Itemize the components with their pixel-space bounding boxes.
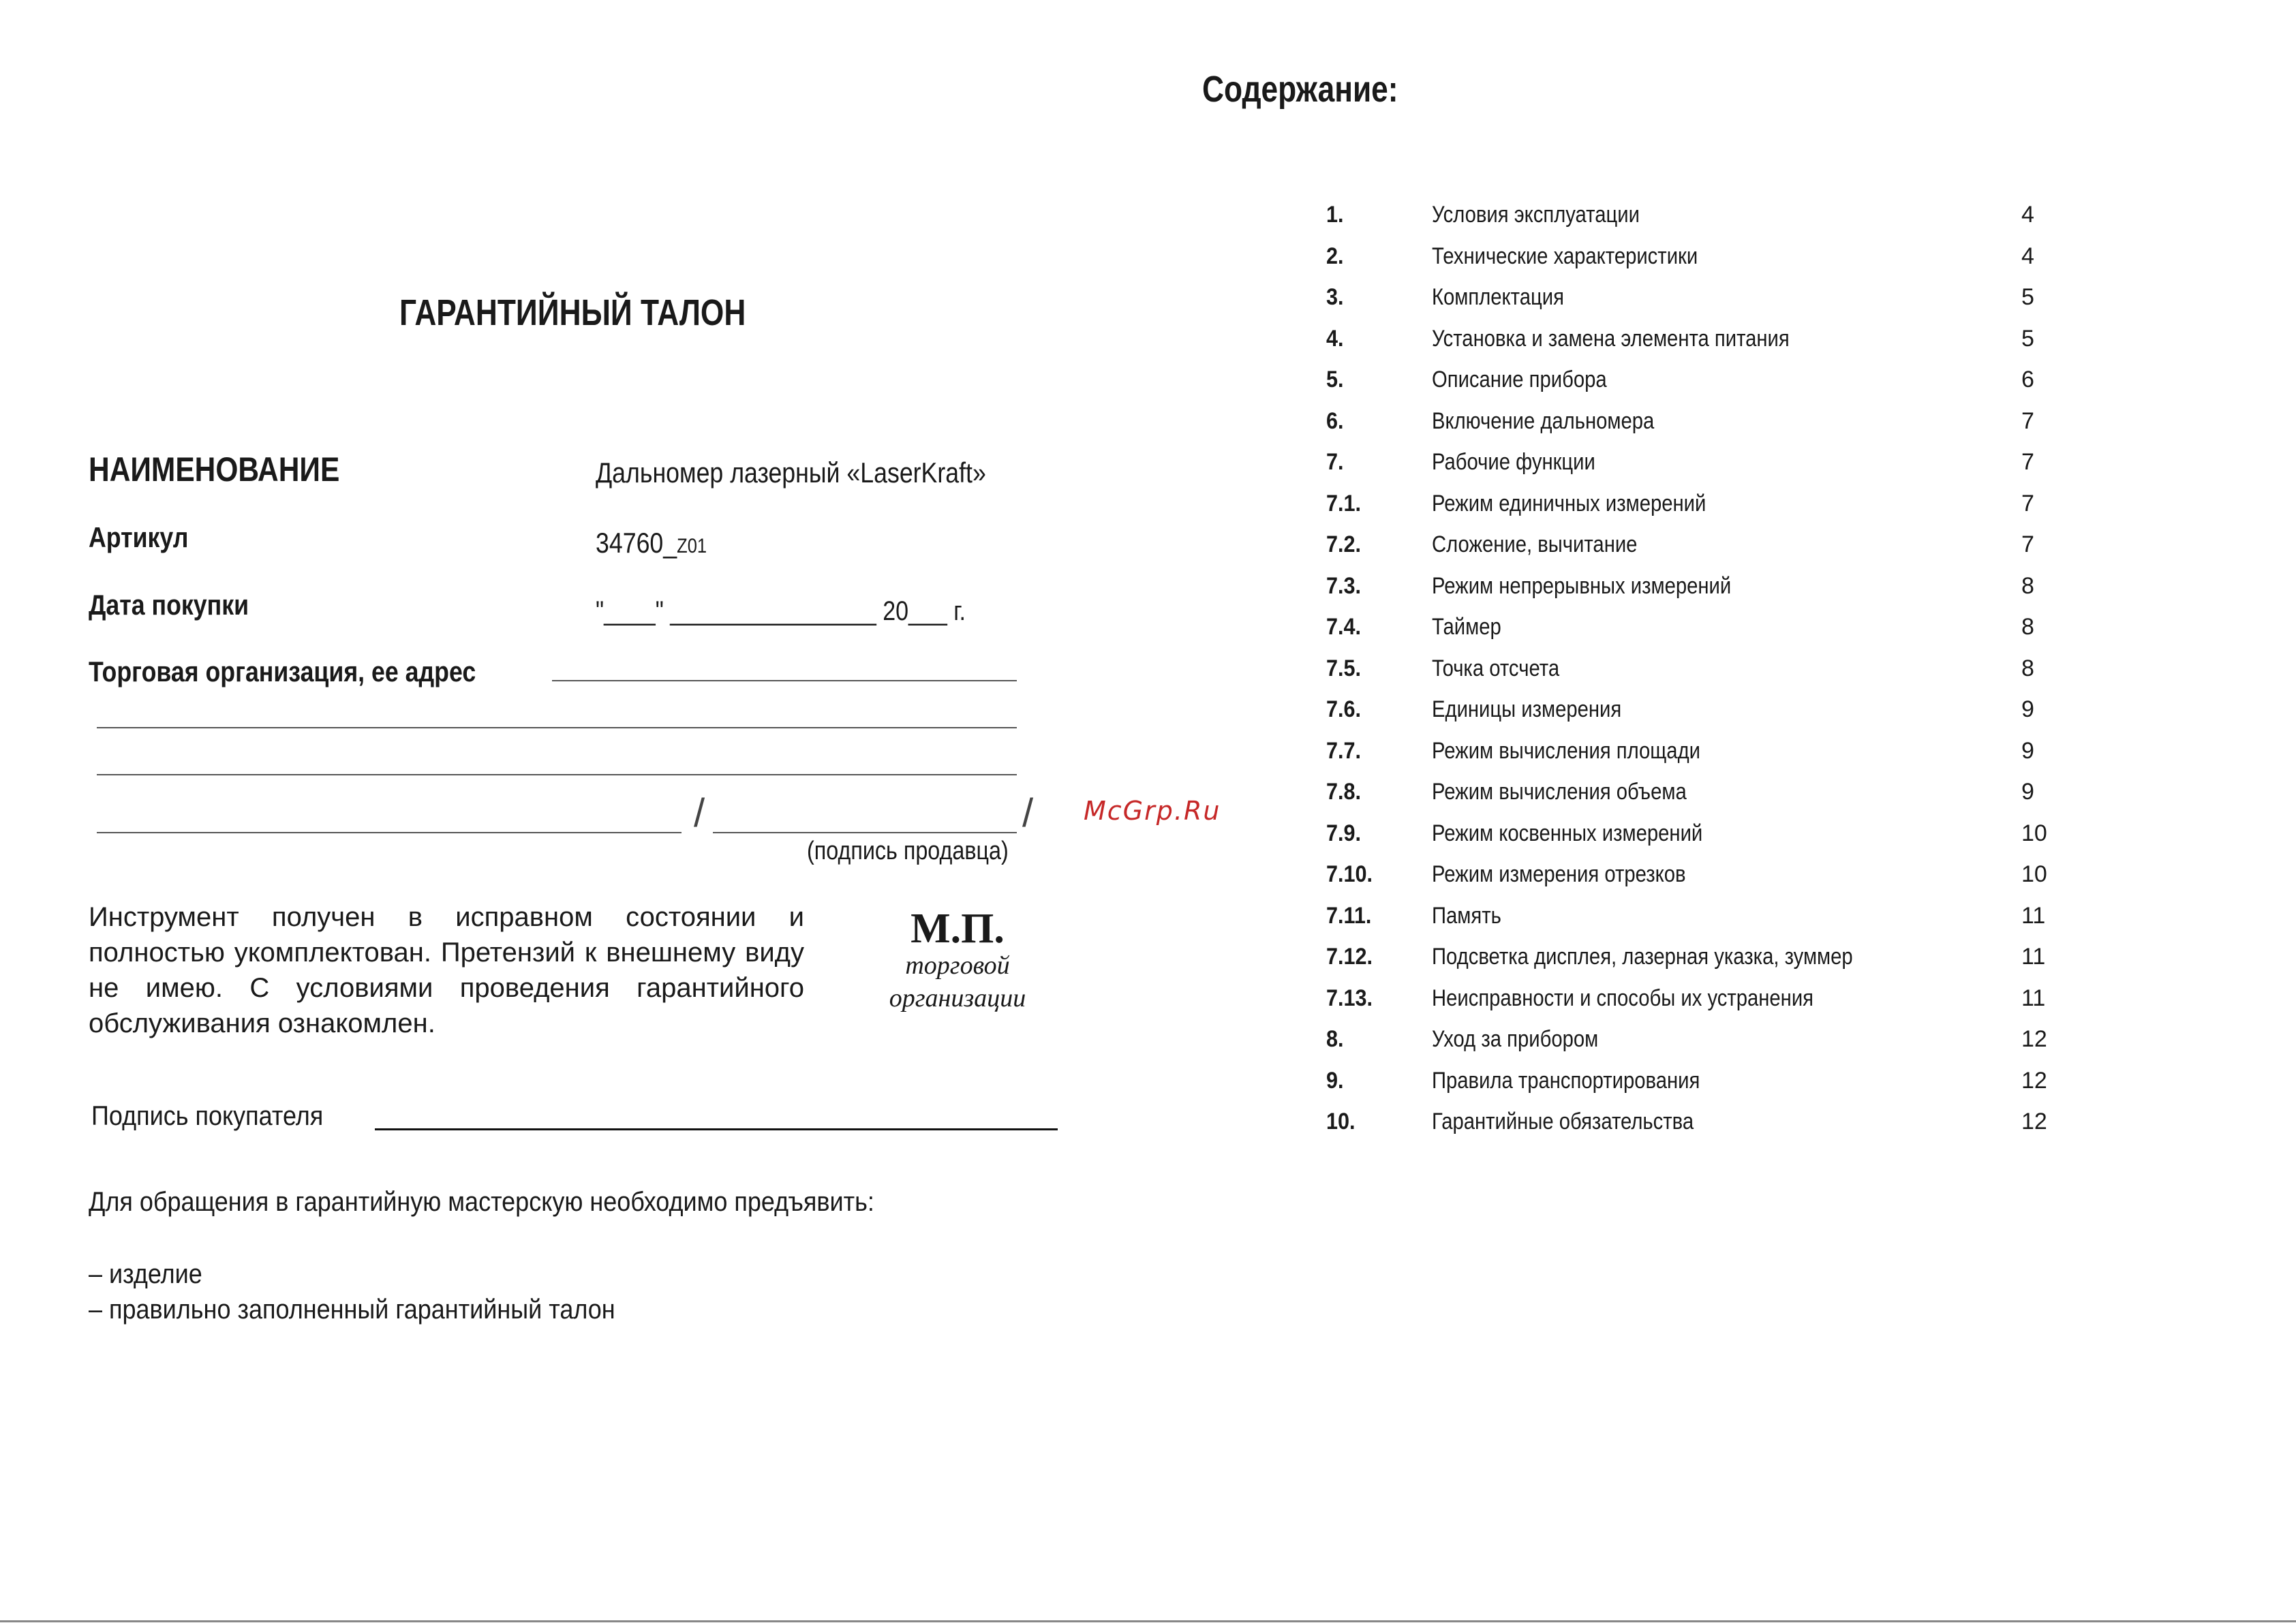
toc-item-page: 8 xyxy=(2021,655,2034,681)
slash-divider: / xyxy=(1022,791,1034,835)
warranty-title: ГАРАНТИЙНЫЙ ТАЛОН xyxy=(399,292,746,333)
toc-item-title: Описание прибора xyxy=(1432,367,1607,392)
toc-item[interactable] xyxy=(1326,573,2062,615)
toc-item-number: 7.1. xyxy=(1326,490,1362,516)
toc-item[interactable] xyxy=(1326,1026,2062,1068)
toc-item[interactable] xyxy=(1326,820,2062,862)
requirement-item: – изделие xyxy=(89,1259,202,1289)
toc-item-title: Режим вычисления объема xyxy=(1432,779,1687,805)
toc-item-page: 9 xyxy=(2021,779,2034,805)
article-label: Артикул xyxy=(89,521,189,553)
toc-item-page: 10 xyxy=(2021,820,2047,846)
toc-item-number: 2. xyxy=(1326,243,1344,269)
toc-item-number: 7.13. xyxy=(1326,985,1373,1011)
toc-item-number: 7.5. xyxy=(1326,655,1362,681)
toc-item[interactable] xyxy=(1326,779,2062,820)
toc-item-number: 10. xyxy=(1326,1109,1356,1134)
seller-signature-line[interactable] xyxy=(713,832,1017,833)
toc-item[interactable] xyxy=(1326,738,2062,779)
toc-list xyxy=(1326,202,2062,1150)
toc-item-title: Режим непрерывных измерений xyxy=(1432,572,1732,599)
toc-item-page: 5 xyxy=(2021,284,2034,310)
toc-item-title: Технические характеристики xyxy=(1432,243,1698,269)
toc-item-number: 7.6. xyxy=(1326,696,1362,722)
toc-item[interactable] xyxy=(1326,408,2062,450)
toc-item-title: Установка и замена элемента питания xyxy=(1432,325,1790,352)
toc-item-number: 3. xyxy=(1326,284,1344,310)
toc-item-title: Включение дальномера xyxy=(1432,407,1655,434)
toc-item-page: 4 xyxy=(2021,243,2034,269)
toc-item-number: 6. xyxy=(1326,407,1344,434)
toc-item[interactable] xyxy=(1326,202,2062,243)
toc-item-title: Таймер xyxy=(1432,614,1501,640)
toc-item-page: 7 xyxy=(2021,490,2034,516)
stamp-caption-line2: организации xyxy=(889,984,1026,1013)
requirement-item: – правильно заполненный гарантийный талон xyxy=(89,1295,615,1325)
toc-item-page: 11 xyxy=(2021,985,2046,1011)
toc-item[interactable] xyxy=(1326,1068,2062,1109)
toc-item[interactable] xyxy=(1326,326,2062,367)
toc-item-title: Память xyxy=(1432,902,1501,929)
watermark: McGrp.Ru xyxy=(1084,796,1221,826)
receipt-statement: Инструмент получен в исправном состоянии и полностью укомплектован. Претензий к внешнему виду не имею. С условиями проведения гарантийного обслуживания ознакомлен. xyxy=(89,902,804,1038)
toc-item-page: 7 xyxy=(2021,407,2034,434)
toc-item-page: 7 xyxy=(2021,531,2034,557)
toc-item-page: 8 xyxy=(2021,572,2034,599)
toc-item[interactable] xyxy=(1326,861,2062,903)
toc-item-number: 7.2. xyxy=(1326,531,1362,557)
toc-item-number: 7.3. xyxy=(1326,572,1362,599)
slash-divider: / xyxy=(694,791,705,835)
toc-item-page: 8 xyxy=(2021,614,2034,640)
toc-item-title: Рабочие функции xyxy=(1432,449,1595,475)
stamp-mp: М.П. xyxy=(910,906,1005,952)
seller-name-line[interactable] xyxy=(97,832,682,833)
toc-item-page: 11 xyxy=(2021,902,2046,929)
toc-item[interactable] xyxy=(1326,985,2062,1027)
service-note: Для обращения в гарантийную мастерскую необходимо предъявить: xyxy=(89,1187,874,1217)
toc-item-page: 12 xyxy=(2021,1109,2047,1134)
toc-item-number: 1. xyxy=(1326,202,1344,228)
article-suffix: Z01 xyxy=(677,535,707,557)
toc-item-number: 7.4. xyxy=(1326,614,1362,640)
toc-item-page: 5 xyxy=(2021,325,2034,352)
toc-item-number: 7. xyxy=(1326,449,1344,475)
purchase-date-field[interactable]: "____" ________________ 20___ г. xyxy=(596,596,966,626)
stamp-caption-line1: торговой xyxy=(905,951,1010,980)
toc-item-number: 9. xyxy=(1326,1067,1344,1094)
page-bottom-rule xyxy=(0,1620,2296,1622)
toc-item-page: 11 xyxy=(2021,944,2046,970)
toc-item-number: 7.10. xyxy=(1326,861,1373,887)
toc-item-title: Сложение, вычитание xyxy=(1432,531,1638,557)
toc-item-page: 6 xyxy=(2021,367,2034,392)
toc-item-title: Условия эксплуатации xyxy=(1432,202,1640,228)
toc-item[interactable] xyxy=(1326,449,2062,491)
toc-item-title: Режим вычисления площади xyxy=(1432,737,1700,764)
toc-item-page: 10 xyxy=(2021,861,2047,887)
toc-item[interactable] xyxy=(1326,1109,2062,1150)
name-value: Дальномер лазерный «LaserKraft» xyxy=(596,457,986,489)
toc-item-number: 7.7. xyxy=(1326,737,1362,764)
article-number: 34760_ xyxy=(596,527,677,559)
toc-item-page: 12 xyxy=(2021,1067,2047,1094)
toc-title: Содержание: xyxy=(1202,69,1398,110)
toc-item-number: 7.12. xyxy=(1326,944,1373,970)
toc-item-number: 8. xyxy=(1326,1026,1344,1052)
toc-item-number: 7.8. xyxy=(1326,779,1362,805)
toc-item-title: Правила транспортирования xyxy=(1432,1067,1700,1094)
toc-item[interactable] xyxy=(1326,367,2062,408)
toc-item-title: Режим измерения отрезков xyxy=(1432,861,1686,887)
toc-item[interactable] xyxy=(1326,696,2062,738)
toc-item-title: Гарантийные обязательства xyxy=(1432,1109,1694,1134)
buyer-signature-line[interactable] xyxy=(375,1128,1058,1130)
toc-item-number: 7.11. xyxy=(1326,902,1372,929)
toc-item[interactable] xyxy=(1326,903,2062,944)
org-address-line[interactable] xyxy=(97,727,1017,728)
toc-item[interactable] xyxy=(1326,531,2062,573)
seller-signature-caption: (подпись продавца) xyxy=(807,837,1009,865)
toc-item-title: Подсветка дисплея, лазерная указка, зуммер xyxy=(1432,944,1853,970)
toc-item-number: 7.9. xyxy=(1326,820,1362,846)
toc-item-page: 12 xyxy=(2021,1026,2047,1052)
date-label: Дата покупки xyxy=(89,589,249,621)
toc-item-title: Точка отсчета xyxy=(1432,655,1560,681)
org-label: Торговая организация, ее адрес xyxy=(89,655,476,687)
toc-item-title: Уход за прибором xyxy=(1432,1026,1599,1052)
org-address-line[interactable] xyxy=(97,774,1017,775)
buyer-signature-label: Подпись покупателя xyxy=(91,1101,324,1131)
toc-item-page: 9 xyxy=(2021,737,2034,764)
toc-item-title: Режим косвенных измерений xyxy=(1432,820,1703,846)
toc-item-number: 5. xyxy=(1326,367,1344,392)
toc-item-title: Неисправности и способы их устранения xyxy=(1432,985,1814,1011)
toc-item-page: 7 xyxy=(2021,449,2034,475)
toc-item[interactable] xyxy=(1326,614,2062,655)
toc-item-page: 4 xyxy=(2021,202,2034,228)
name-label: НАИМЕНОВАНИЕ xyxy=(89,450,340,489)
toc-item[interactable] xyxy=(1326,491,2062,532)
toc-item[interactable] xyxy=(1326,655,2062,697)
toc-item[interactable] xyxy=(1326,284,2062,326)
toc-item[interactable] xyxy=(1326,944,2062,985)
toc-item-page: 9 xyxy=(2021,696,2034,722)
toc-item-title: Режим единичных измерений xyxy=(1432,490,1706,516)
article-value xyxy=(596,527,707,559)
org-address-line[interactable] xyxy=(552,680,1017,681)
toc-item-title: Единицы измерения xyxy=(1432,696,1622,722)
toc-item-title: Комплектация xyxy=(1432,284,1564,310)
toc-item[interactable] xyxy=(1326,243,2062,285)
toc-item-number: 4. xyxy=(1326,325,1344,352)
